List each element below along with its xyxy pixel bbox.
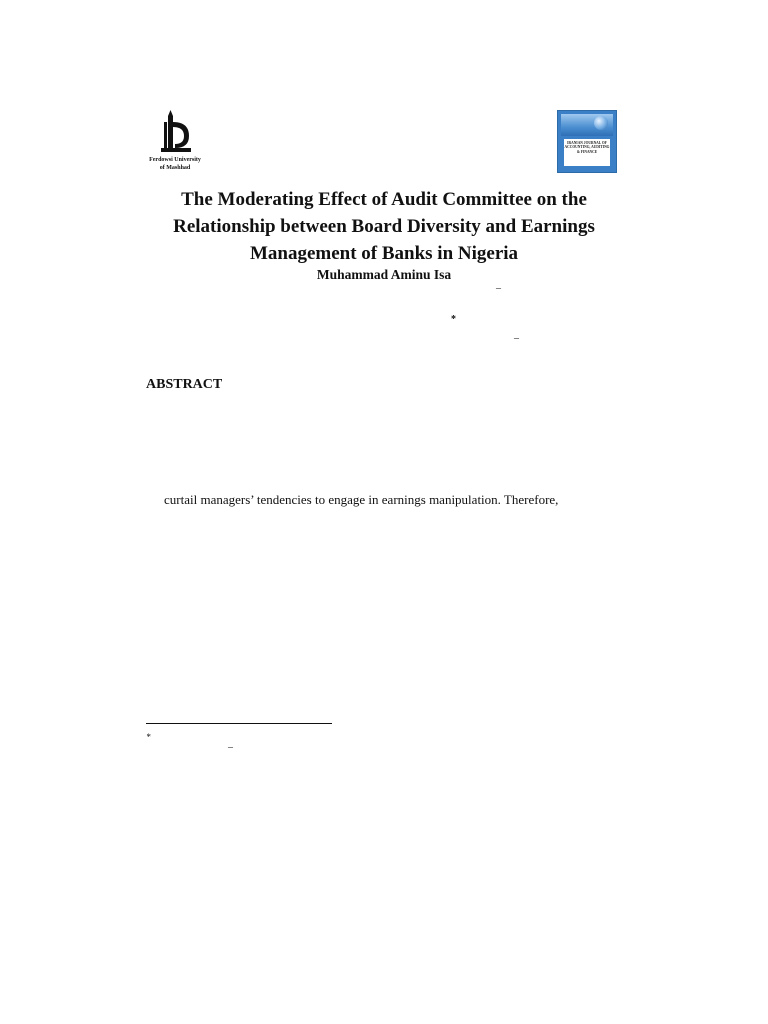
paper-title-line1: The Moderating Effect of Audit Committee on the xyxy=(181,189,587,210)
footnote-dash: – xyxy=(228,742,233,753)
paper-title-line3: Management of Banks in Nigeria xyxy=(249,243,519,264)
paper-title-line2: Relationship between Board Diversity and Earnings xyxy=(173,216,595,237)
university-name xyxy=(140,156,210,172)
footnote-divider xyxy=(146,723,332,724)
abstract-text: curtail managers’ tendencies to engage in earnings manipulation. Therefore, xyxy=(164,492,559,507)
affiliation-mark: – xyxy=(496,283,501,294)
abstract-heading: ABSTRACT xyxy=(146,377,223,392)
university-name-line1: Ferdowsi University xyxy=(149,157,201,163)
footnote-marker: * xyxy=(146,732,151,742)
affiliation-mark: – xyxy=(514,333,519,344)
corresponding-author-mark: * xyxy=(451,314,456,325)
paper-title xyxy=(100,186,668,267)
globe-icon xyxy=(594,116,608,130)
university-emblem-icon xyxy=(153,110,197,156)
university-name-line2: of Mashhad xyxy=(159,165,191,171)
author-name: Muhammad Aminu Isa xyxy=(316,267,452,282)
university-logo xyxy=(140,110,210,172)
journal-cover xyxy=(557,110,617,173)
journal-cover-title: IRANIAN JOURNAL OF ACCOUNTING, AUDITING & FINANCE xyxy=(564,139,610,166)
